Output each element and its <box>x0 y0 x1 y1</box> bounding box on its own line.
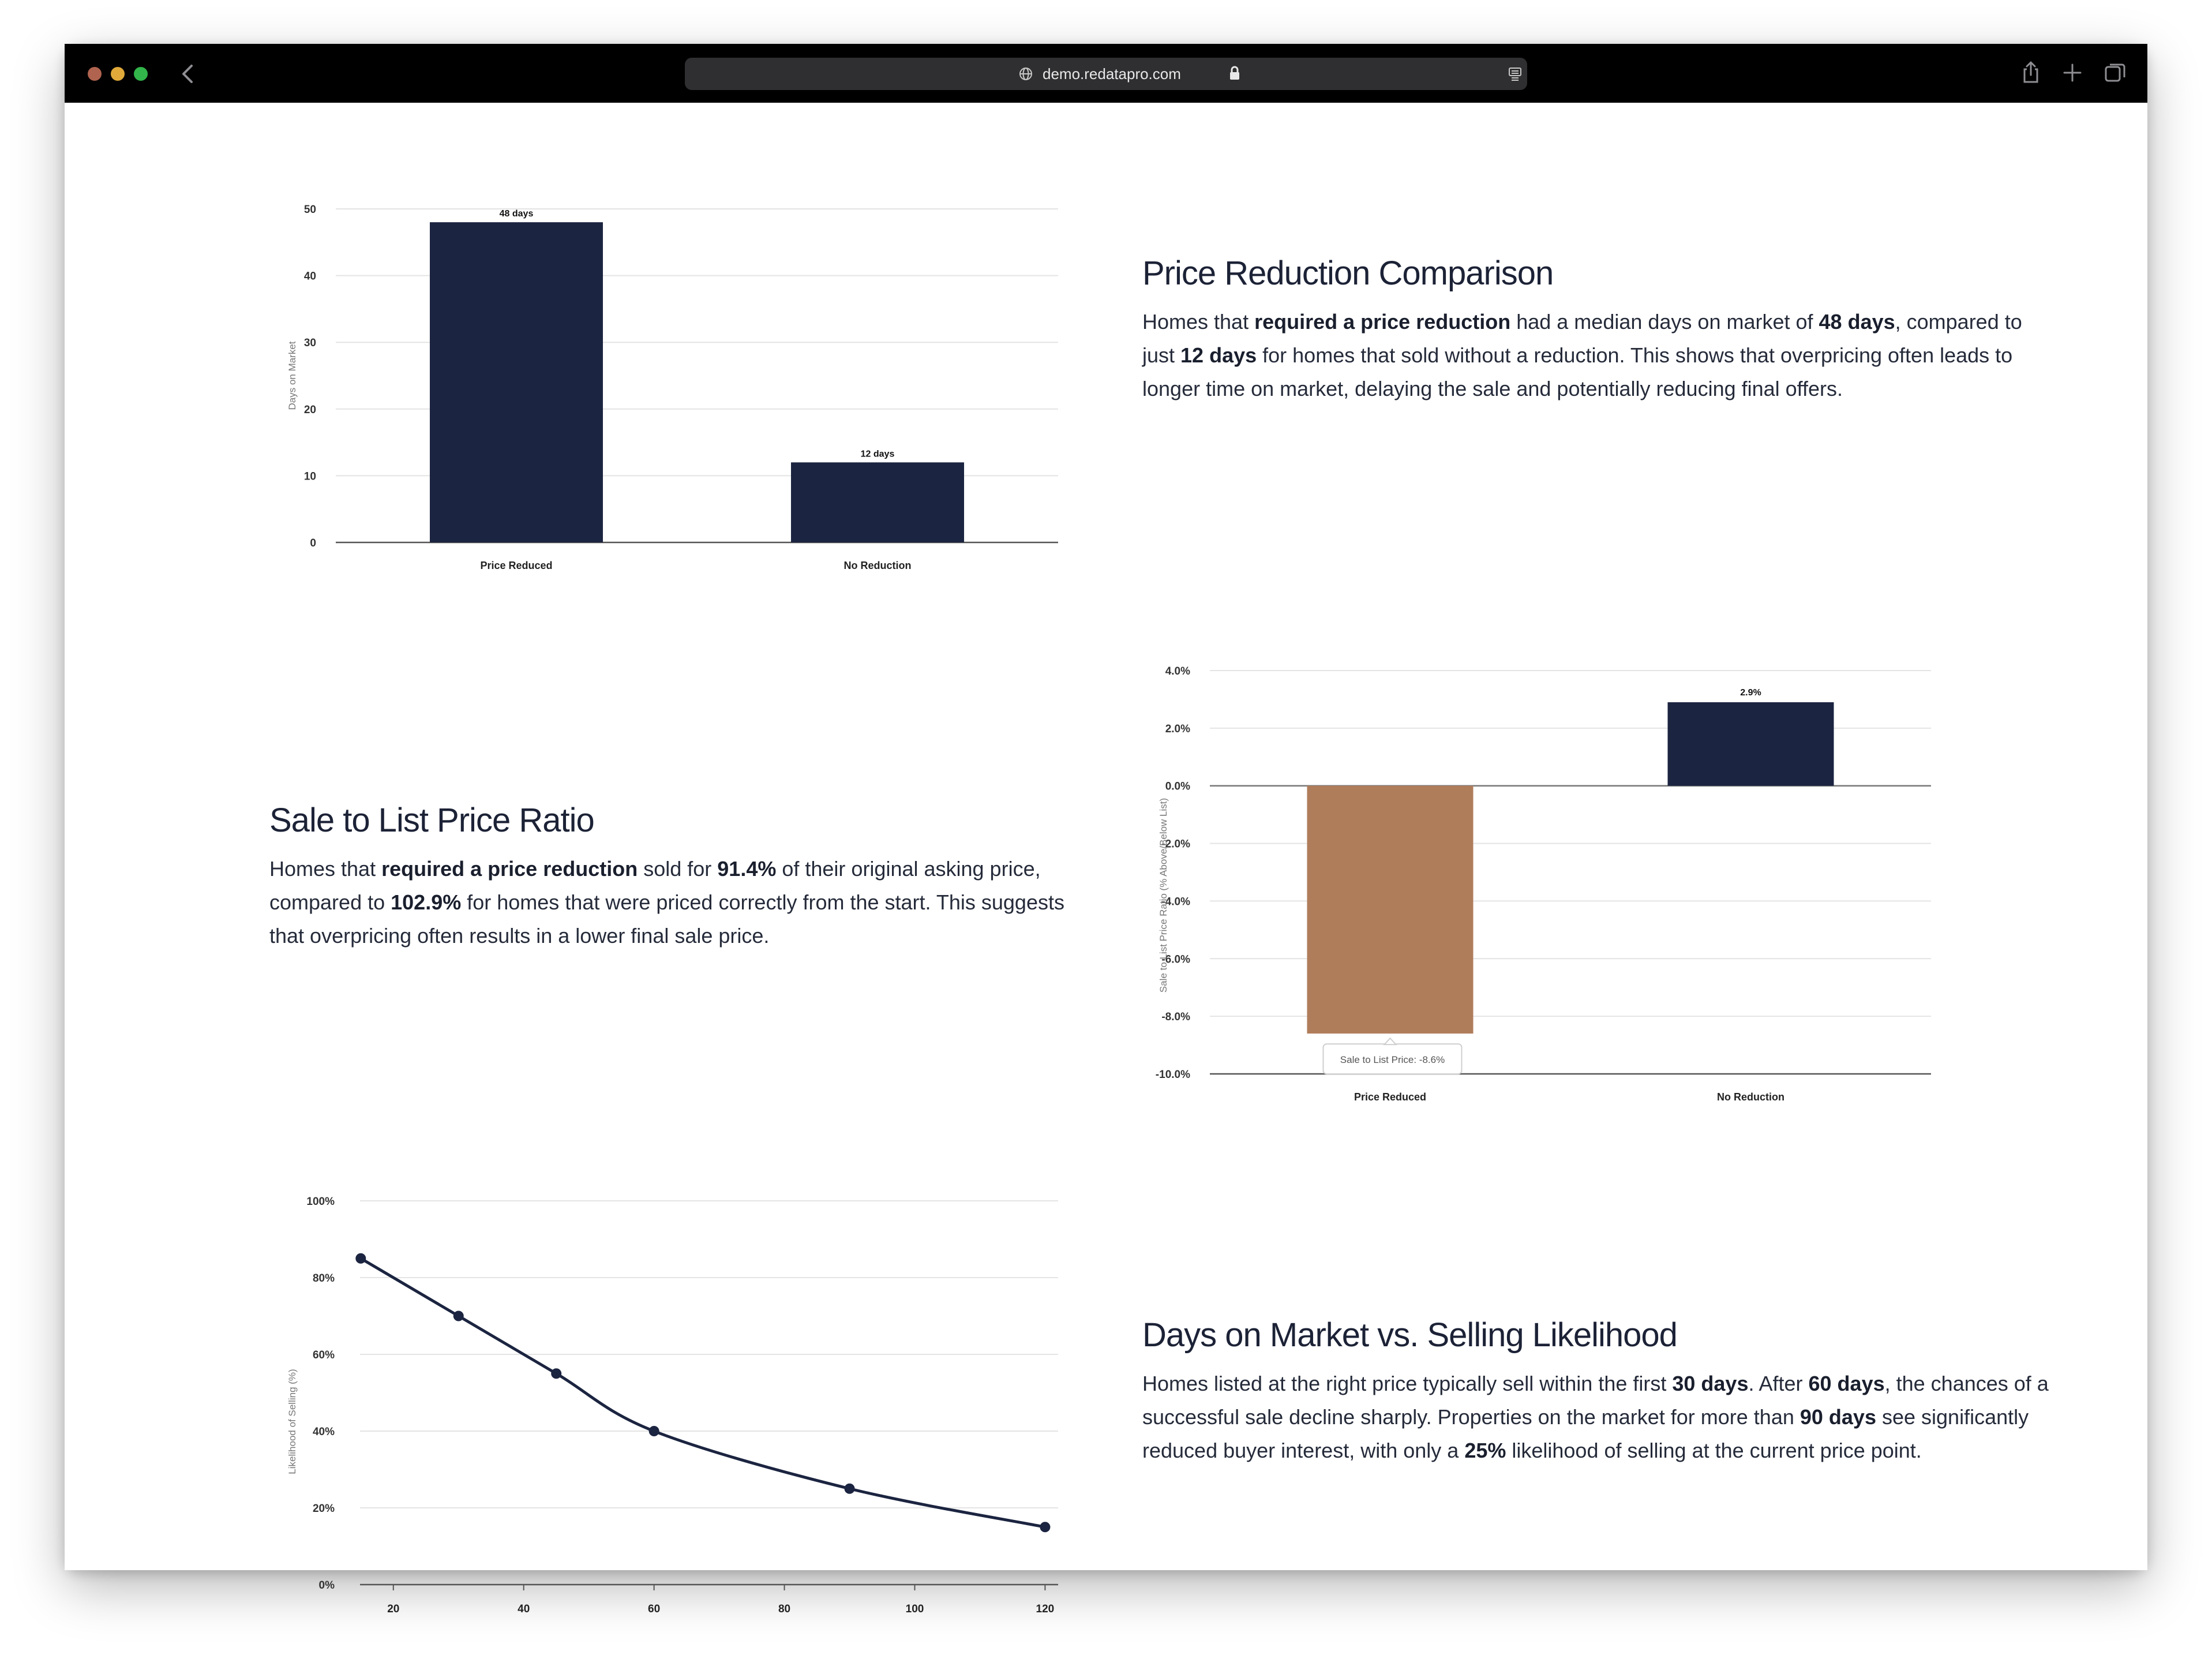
browser-toolbar <box>65 44 2147 103</box>
tooltip-pointer <box>1385 1038 1396 1044</box>
section-title: Price Reduction Comparison <box>1142 254 1554 292</box>
y-tick-label: -4.0% <box>1161 896 1190 908</box>
y-tick-label: 50 <box>303 204 316 216</box>
data-point <box>355 1253 366 1264</box>
url-text: demo.redatapro.com <box>1043 65 1181 83</box>
x-tick-label: 120 <box>1036 1603 1055 1615</box>
y-tick-label: 10 <box>303 470 316 483</box>
data-point <box>453 1311 464 1321</box>
back-arrow-icon[interactable] <box>178 62 198 85</box>
y-tick-label: 20 <box>303 403 316 416</box>
tab-overview-icon[interactable] <box>2102 60 2128 85</box>
section-title: Sale to List Price Ratio <box>269 802 594 839</box>
section-sale-to-list <box>269 801 1100 953</box>
x-tick-label: 100 <box>905 1603 924 1615</box>
series-line <box>361 1259 1045 1527</box>
x-category-label: No Reduction <box>1717 1091 1784 1103</box>
tooltip-text: Sale to List Price: -8.6% <box>1340 1054 1445 1066</box>
y-tick-label: 40% <box>312 1426 335 1438</box>
y-tick-label: -2.0% <box>1161 838 1190 851</box>
y-tick-label: 4.0% <box>1165 665 1190 677</box>
x-tick-label: 20 <box>387 1603 400 1615</box>
data-point <box>649 1426 659 1436</box>
bar-data-label: 48 days <box>499 209 534 219</box>
bar <box>430 222 603 542</box>
share-icon[interactable] <box>2018 60 2044 85</box>
page-content <box>65 103 2147 1615</box>
reader-mode-icon[interactable] <box>1506 66 1524 83</box>
data-point <box>1040 1522 1050 1532</box>
globe-icon <box>1018 66 1033 81</box>
y-tick-label: 20% <box>312 1503 335 1515</box>
y-tick-label: 0 <box>310 537 316 549</box>
new-tab-icon[interactable] <box>2060 60 2085 85</box>
data-point <box>551 1368 561 1379</box>
x-tick-label: 80 <box>778 1603 791 1615</box>
y-tick-label: 0.0% <box>1165 780 1190 793</box>
y-tick-label: 2.0% <box>1165 722 1190 735</box>
lock-icon <box>1228 65 1241 81</box>
y-tick-label: -6.0% <box>1161 953 1190 966</box>
y-tick-label: 30 <box>303 337 316 350</box>
y-tick-label: -8.0% <box>1161 1011 1190 1024</box>
bar-data-label: 12 days <box>860 449 895 459</box>
section-paragraph: Homes listed at the right price typically sell within the first 30 days. After 60 days, the chances of a successful sale decline sharply. Properties on the market for more than 90 days see significantly reduced buyer interest, with only a 25% likelihood of selling at the current price point. <box>1142 1372 2049 1462</box>
y-tick-label: 40 <box>303 270 316 283</box>
y-axis-label: Days on Market <box>287 341 298 410</box>
y-tick-label: -10.0% <box>1155 1069 1190 1081</box>
zoom-window-button[interactable] <box>134 67 148 81</box>
section-selling-likelihood <box>1142 1316 2054 1467</box>
bar <box>1668 702 1834 786</box>
x-category-label: Price Reduced <box>480 560 553 571</box>
data-point <box>845 1484 855 1494</box>
browser-window <box>65 44 2147 1615</box>
x-tick-label: 40 <box>518 1603 530 1615</box>
bar <box>1307 786 1474 1034</box>
y-tick-label: 60% <box>312 1349 335 1361</box>
y-tick-label: 100% <box>306 1196 335 1208</box>
address-bar[interactable] <box>685 58 1527 90</box>
bar <box>791 462 964 542</box>
section-paragraph: Homes that required a price reduction sold for 91.4% of their original asking price, compared to 102.9% for homes that were priced correctly from the start. This suggests that overpricing often results in a lower final sale price. <box>269 857 1064 948</box>
y-axis-label: Sale to List Price Ratio (% Above/Below List) <box>1158 797 1169 993</box>
x-tick-label: 60 <box>648 1603 661 1615</box>
minimize-window-button[interactable] <box>111 67 125 81</box>
y-tick-label: 0% <box>318 1579 335 1592</box>
x-category-label: Price Reduced <box>1354 1091 1427 1103</box>
y-tick-label: 80% <box>312 1272 335 1285</box>
section-title: Days on Market vs. Selling Likelihood <box>1142 1316 1677 1354</box>
close-window-button[interactable] <box>88 67 102 81</box>
section-price-reduction <box>1142 254 2042 406</box>
x-category-label: No Reduction <box>843 560 912 571</box>
y-axis-label: Likelihood of Selling (%) <box>287 1369 298 1474</box>
section-paragraph: Homes that required a price reduction had a median days on market of 48 days, compared to just 12 days for homes that sold without a reduction. This shows that overpricing often leads to longer time on market, delaying the sale and potentially reducing final offers. <box>1142 310 2022 400</box>
bar-data-label: 2.9% <box>1740 687 1761 698</box>
